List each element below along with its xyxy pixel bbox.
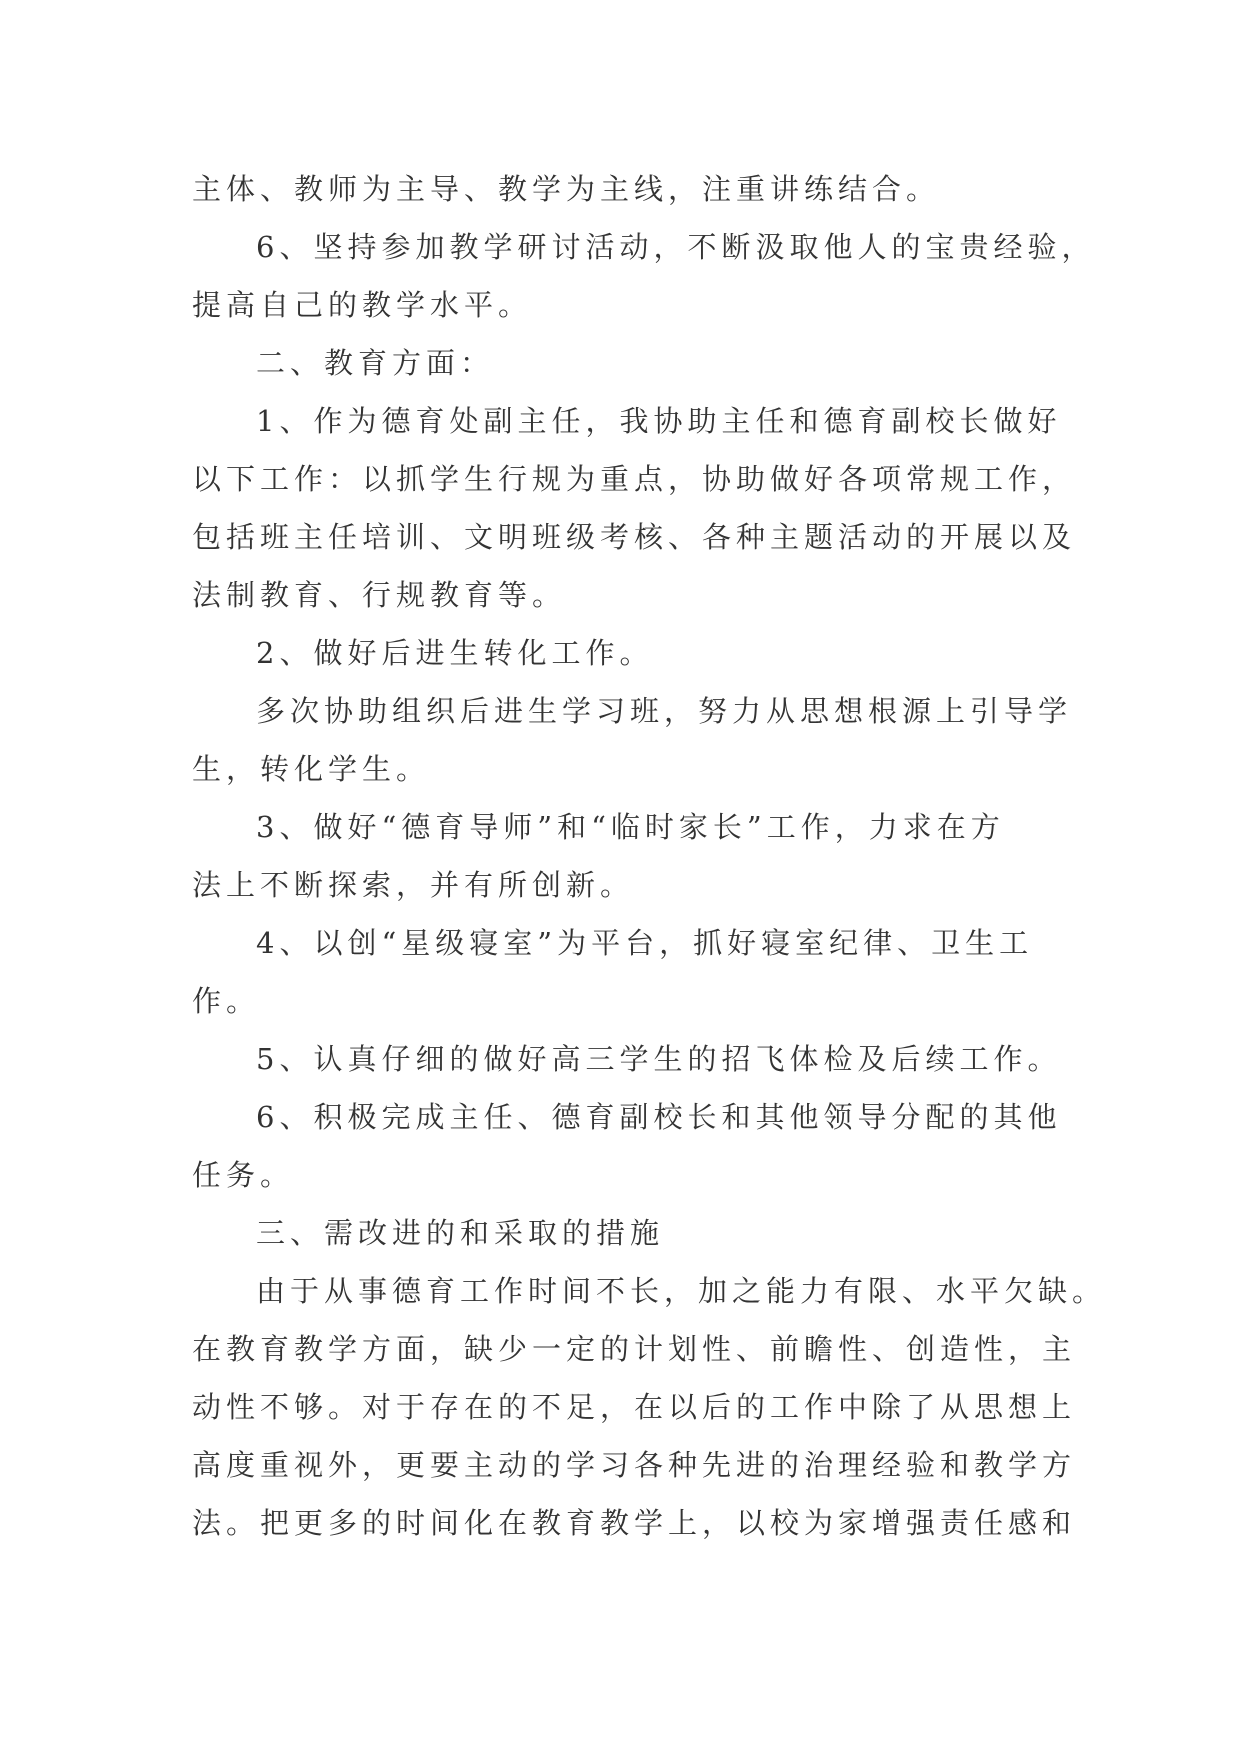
text-line: 作。 <box>192 984 261 1018</box>
section-heading: 二、教育方面： <box>256 346 495 380</box>
text-line: 法。把更多的时间化在教育教学上，以校为家增强责任感和 <box>192 1506 1077 1540</box>
text-line: 主体、教师为主导、教学为主线，注重讲练结合。 <box>192 172 941 206</box>
text-line: 生，转化学生。 <box>192 752 431 786</box>
text-line: 4、以创“星级寝室”为平台，抓好寝室纪律、卫生工 <box>256 926 1034 960</box>
text-line: 以下工作：以抓学生行规为重点，协助做好各项常规工作， <box>192 462 1077 496</box>
text-line: 5、认真仔细的做好高三学生的招飞体检及后续工作。 <box>256 1042 1062 1076</box>
text-line: 6、坚持参加教学研讨活动，不断汲取他人的宝贵经验， <box>256 230 1096 264</box>
text-line: 任务。 <box>192 1158 295 1192</box>
text-line: 6、积极完成主任、德育副校长和其他领导分配的其他 <box>256 1100 1062 1134</box>
text-line: 提高自己的教学水平。 <box>192 288 533 322</box>
text-line: 多次协助组织后进生学习班，努力从思想根源上引导学 <box>256 694 1073 728</box>
text-line: 法上不断探索，并有所创新。 <box>192 868 635 902</box>
text-line: 在教育教学方面，缺少一定的计划性、前瞻性、创造性，主 <box>192 1332 1077 1366</box>
text-line: 包括班主任培训、文明班级考核、各种主题活动的开展以及 <box>192 520 1077 554</box>
text-line: 由于从事德育工作时间不长，加之能力有限、水平欠缺。 <box>256 1274 1107 1308</box>
text-line: 高度重视外，更要主动的学习各种先进的治理经验和教学方 <box>192 1448 1077 1482</box>
text-line: 3、做好“德育导师”和“临时家长”工作，力求在方 <box>256 810 1005 844</box>
text-line: 法制教育、行规教育等。 <box>192 578 567 612</box>
section-heading: 三、需改进的和采取的措施 <box>256 1216 665 1250</box>
text-line: 动性不够。对于存在的不足，在以后的工作中除了从思想上 <box>192 1390 1077 1424</box>
document-body <box>192 160 1107 1552</box>
text-line: 1、作为德育处副主任，我协助主任和德育副校长做好 <box>256 404 1062 438</box>
text-line: 2、做好后进生转化工作。 <box>256 636 654 670</box>
